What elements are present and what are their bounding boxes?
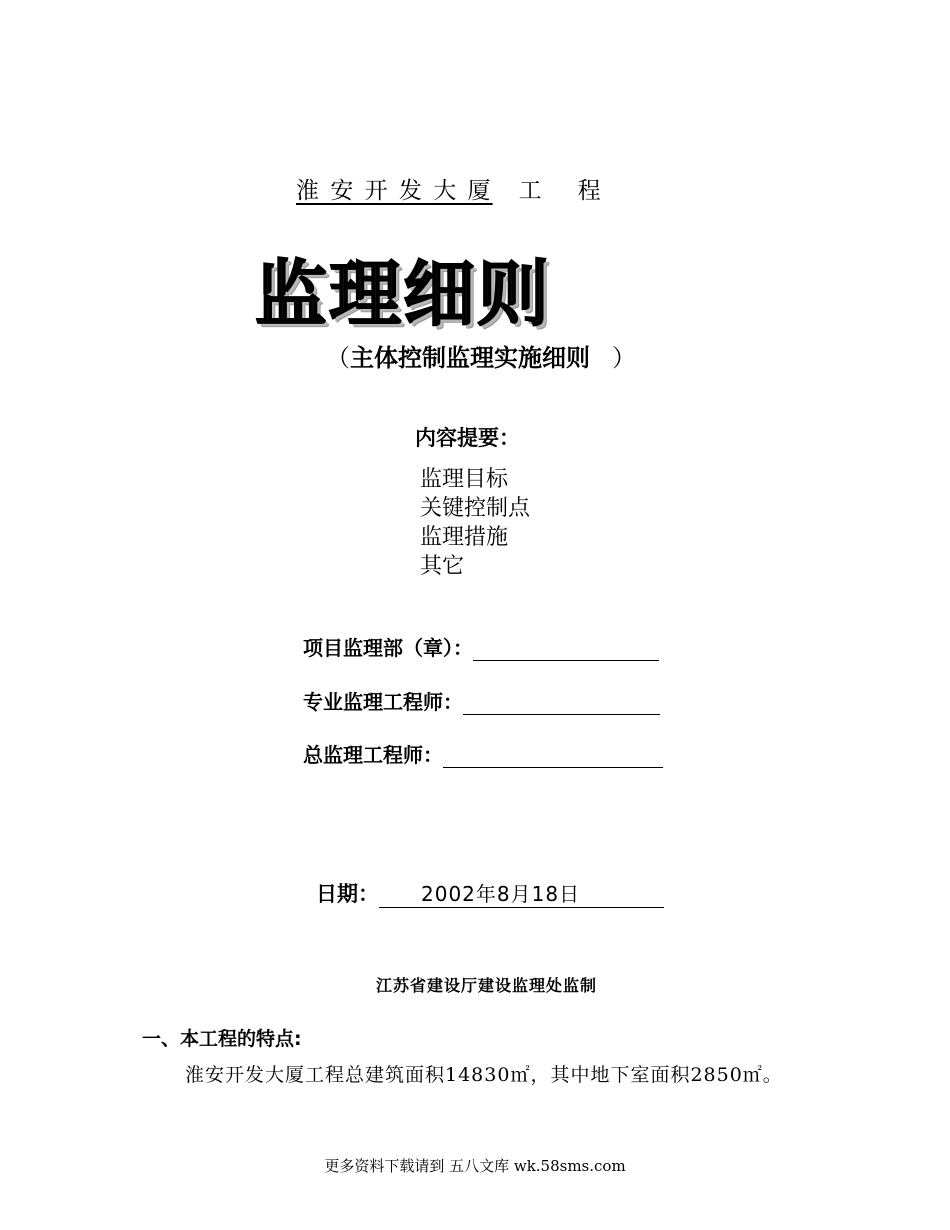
signature-label: 总监理工程师： — [303, 743, 443, 767]
subtitle-close-paren: ） — [612, 344, 636, 372]
subtitle-open-paren: （ — [326, 344, 350, 372]
signature-row-project-dept — [303, 632, 659, 661]
signature-row-chief-engineer — [303, 739, 663, 768]
contents-item: 其它 — [420, 554, 465, 579]
contents-item: 监理目标 — [420, 467, 509, 492]
section-heading: 一、本工程的特点: — [142, 1028, 302, 1050]
signature-label: 专业监理工程师： — [303, 690, 463, 714]
date-row — [316, 878, 664, 908]
project-name-line — [296, 172, 603, 205]
section-body-text: 淮安开发大厦工程总建筑面积14830㎡，其中地下室面积2850㎡。 — [185, 1064, 783, 1086]
date-label: 日期： — [316, 882, 379, 906]
signature-blank[interactable] — [473, 638, 659, 661]
signature-label: 项目监理部（章）： — [303, 636, 473, 660]
issuer-line: 江苏省建设厅建设监理处监制 — [376, 976, 598, 995]
main-title: 监理细则 — [255, 252, 552, 336]
date-value: 2002年8月18日 — [379, 878, 664, 908]
signature-blank[interactable] — [463, 692, 660, 715]
subtitle-text: 主体控制监理实施细则 — [350, 344, 590, 372]
project-name-part3: 程 — [577, 178, 603, 204]
contents-item: 监理措施 — [420, 525, 509, 550]
footer-text[interactable]: 更多资料下载请到 五八文库 wk.58sms.com — [324, 1157, 626, 1175]
signature-row-specialist-engineer — [303, 686, 660, 715]
contents-list — [420, 465, 530, 581]
contents-heading: 内容提要： — [415, 426, 520, 450]
project-name-underlined: 淮 安 开 发 大 厦 — [296, 178, 493, 204]
contents-item: 关键控制点 — [420, 496, 531, 521]
signature-blank[interactable] — [443, 745, 663, 768]
project-name-part2: 工 — [518, 178, 544, 204]
subtitle — [326, 338, 636, 373]
